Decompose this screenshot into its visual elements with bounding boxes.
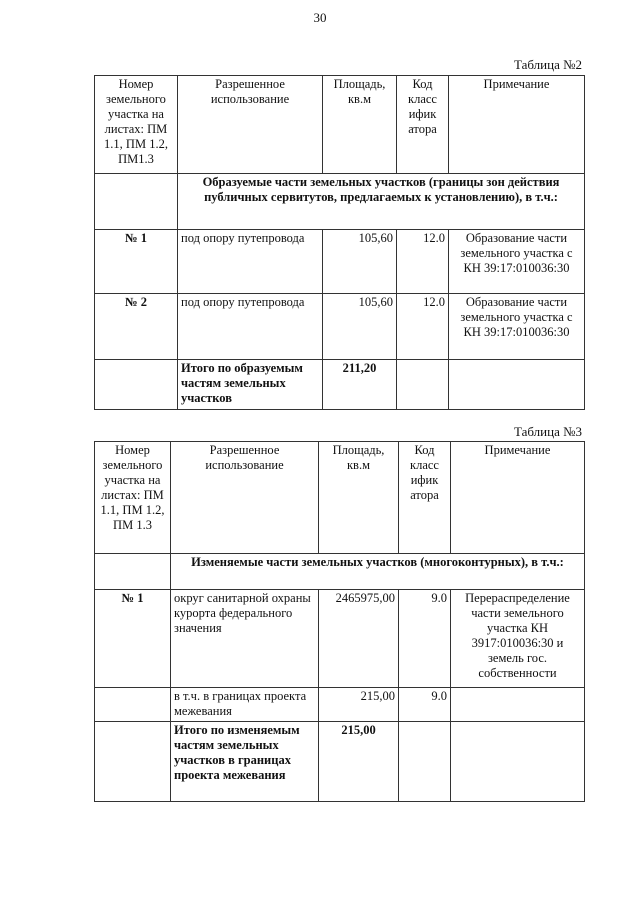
table-row	[95, 688, 585, 722]
header-classifier-code: Код класс ифик атора	[399, 442, 451, 554]
permitted-use: округ санитарной охраны курорта федерального значения	[171, 590, 319, 688]
header-permitted-use: Разрешенное использование	[171, 442, 319, 554]
permitted-use: в т.ч. в границах проекта межевания	[171, 688, 319, 722]
table3-total-row	[95, 722, 585, 802]
total-code-empty	[399, 722, 451, 802]
table-row	[95, 230, 585, 294]
total-area: 215,00	[319, 722, 399, 802]
classifier-code: 12.0	[397, 230, 449, 294]
plot-number	[95, 688, 171, 722]
total-area: 211,20	[323, 360, 397, 410]
classifier-code: 9.0	[399, 590, 451, 688]
area-value: 105,60	[323, 294, 397, 360]
section-empty-cell	[95, 554, 171, 590]
table-row	[95, 294, 585, 360]
classifier-code: 9.0	[399, 688, 451, 722]
table3-header-row	[95, 442, 585, 554]
table3-section-row	[95, 554, 585, 590]
header-area: Площадь, кв.м	[323, 76, 397, 174]
table-row	[95, 590, 585, 688]
table2-section-row	[95, 174, 585, 230]
area-value: 215,00	[319, 688, 399, 722]
table2-header-row	[95, 76, 585, 174]
note	[451, 688, 585, 722]
table2	[94, 75, 585, 410]
header-note: Примечание	[451, 442, 585, 554]
total-empty-cell	[95, 360, 178, 410]
note: Образование части земельного участка с КН 39:17:010036:30	[449, 294, 585, 360]
total-label: Итого по изменяемым частям земельных участков в границах проекта межевания	[171, 722, 319, 802]
header-note: Примечание	[449, 76, 585, 174]
area-value: 105,60	[323, 230, 397, 294]
section-title: Образуемые части земельных участков (границы зон действия публичных сервитутов, предлагаемых к установлению), в т.ч.:	[178, 174, 585, 230]
classifier-code: 12.0	[397, 294, 449, 360]
table2-total-row	[95, 360, 585, 410]
header-plot-number: Номер земельного участка на листах: ПМ 1.1, ПМ 1.2, ПМ1.3	[95, 76, 178, 174]
total-label: Итого по образуемым частям земельных участков	[178, 360, 323, 410]
header-classifier-code: Код класс ифик атора	[397, 76, 449, 174]
header-permitted-use: Разрешенное использование	[178, 76, 323, 174]
total-note-empty	[451, 722, 585, 802]
total-empty-cell	[95, 722, 171, 802]
total-note-empty	[449, 360, 585, 410]
total-code-empty	[397, 360, 449, 410]
note: Образование части земельного участка с КН 39:17:010036:30	[449, 230, 585, 294]
table3-caption: Таблица №3	[513, 424, 582, 439]
section-empty-cell	[95, 174, 178, 230]
plot-number: № 1	[95, 230, 178, 294]
header-area: Площадь, кв.м	[319, 442, 399, 554]
plot-number: № 2	[95, 294, 178, 360]
plot-number: № 1	[95, 590, 171, 688]
table3	[94, 441, 585, 802]
header-plot-number: Номер земельного участка на листах: ПМ 1.1, ПМ 1.2, ПМ 1.3	[95, 442, 171, 554]
permitted-use: под опору путепровода	[178, 294, 323, 360]
permitted-use: под опору путепровода	[178, 230, 323, 294]
section-title: Изменяемые части земельных участков (многоконтурных), в т.ч.:	[171, 554, 585, 590]
area-value: 2465975,00	[319, 590, 399, 688]
table2-caption: Таблица №2	[513, 57, 582, 72]
note: Перераспределение части земельного участка КН 3917:010036:30 и земель гос. собственности	[451, 590, 585, 688]
page-number: 30	[313, 10, 327, 25]
